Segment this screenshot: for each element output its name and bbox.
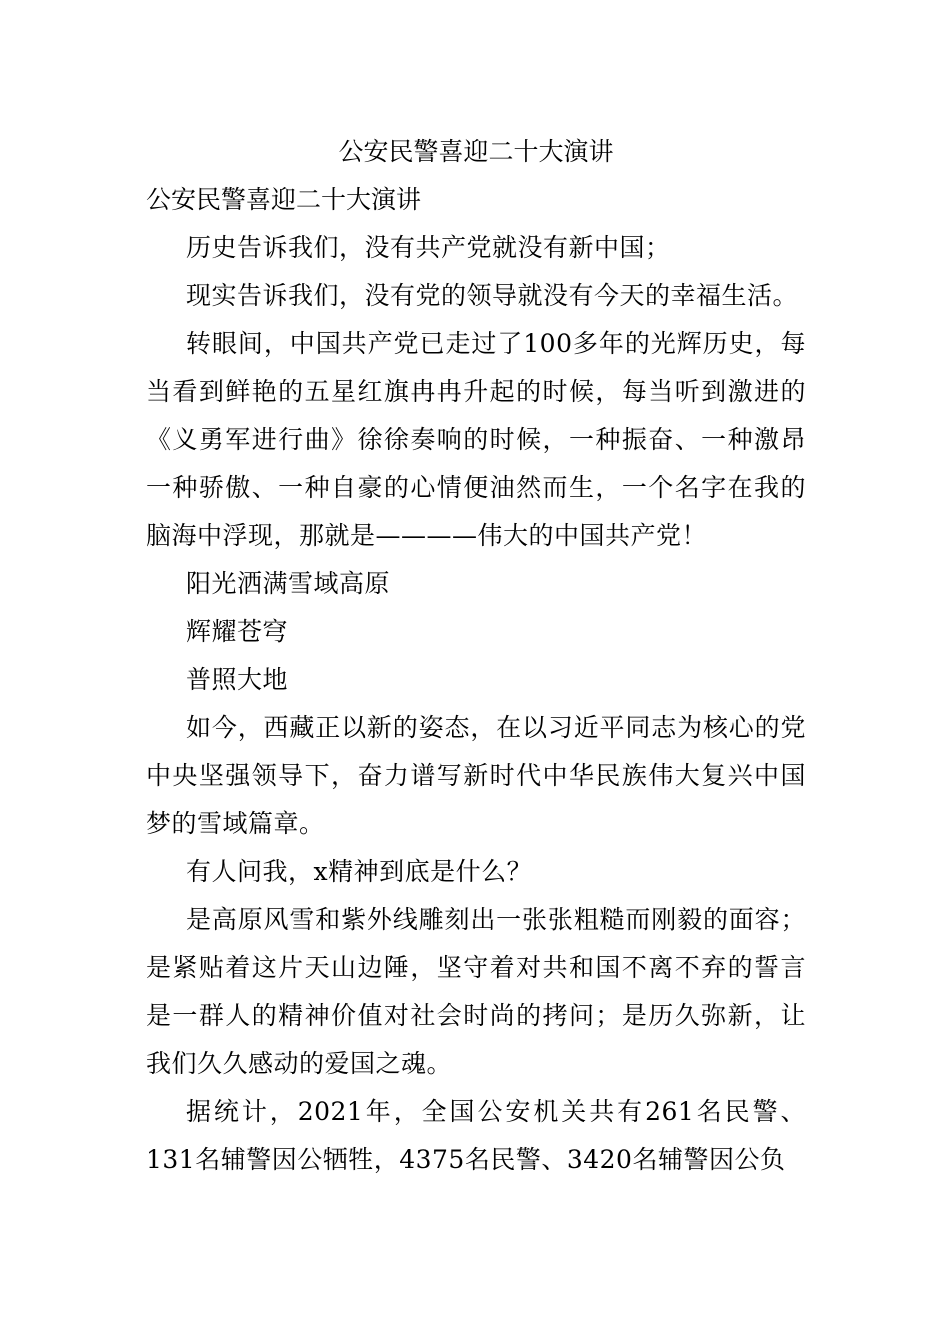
- paragraph-hundred-years: 转眼间，中国共产党已走过了100多年的光辉历史，每当看到鲜艳的五星红旗冉冉升起的时候，每当听到激进的《义勇军进行曲》徐徐奏响的时候，一种振奋、一种激昂一种骄傲、一种自豪的心情便油然而生，一个名字在我的脑海中浮现，那就是————伟大的中国共产党！: [146, 329, 806, 550]
- paragraph-statistics: 据统计，2021年，全国公安机关共有261名民警、131名辅警因公牺牲，4375名民警、3420名辅警因公负: [146, 1097, 806, 1174]
- paragraph-question: 有人问我，x精神到底是什么？: [186, 857, 533, 886]
- document-title: 公安民警喜迎二十大演讲: [338, 137, 614, 166]
- paragraph-sunshine: 阳光洒满雪域高原: [186, 569, 391, 598]
- paragraph-history: 历史告诉我们，没有共产党就没有新中国；: [186, 233, 671, 262]
- document-page: [146, 128, 806, 1184]
- paragraph-sky: 辉耀苍穹: [186, 617, 289, 646]
- paragraph-plateau: 是高原风雪和紫外线雕刻出一张张粗糙而刚毅的面容；是紧贴着这片天山边陲，坚守着对共和国不离不弃的誓言是一群人的精神价值对社会时尚的拷问；是历久弥新，让我们久久感动的爱国之魂。: [146, 905, 806, 1078]
- paragraph-tibet: 如今，西藏正以新的姿态，在以习近平同志为核心的党中央坚强领导下，奋力谱写新时代中华民族伟大复兴中国梦的雪域篇章。: [146, 713, 806, 838]
- paragraph-earth: 普照大地: [186, 665, 289, 694]
- document-subtitle: 公安民警喜迎二十大演讲: [146, 185, 422, 214]
- paragraph-reality: 现实告诉我们，没有党的领导就没有今天的幸福生活。: [186, 281, 799, 310]
